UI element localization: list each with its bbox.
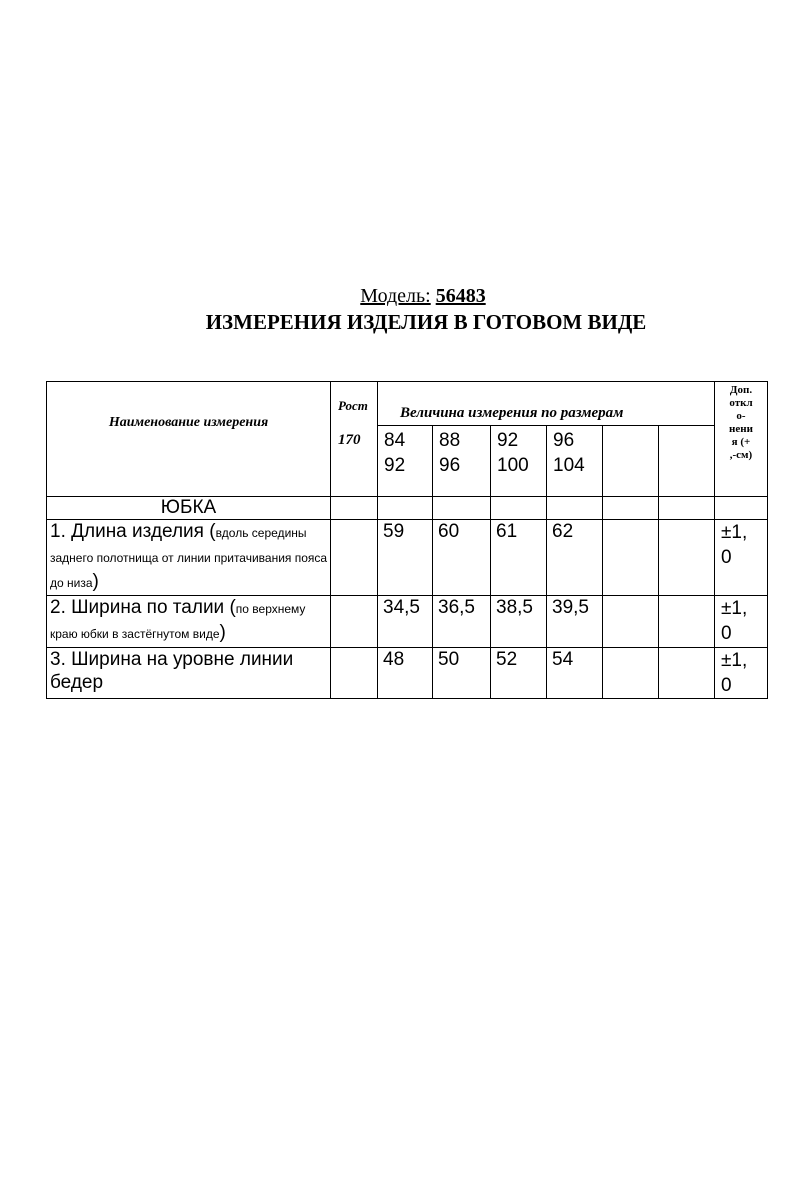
size-cell-empty xyxy=(659,426,715,497)
col-header-deviation: Доп. откл о- нени я (+ ,-см) xyxy=(715,382,768,497)
rost-value: 170 xyxy=(338,432,361,448)
value-cell: 48 xyxy=(378,648,433,699)
page-title: ИЗМЕРЕНИЯ ИЗДЕЛИЯ В ГОТОВОМ ВИДЕ xyxy=(205,310,647,334)
table-row xyxy=(47,596,768,648)
size-cell: 96 104 xyxy=(547,426,603,497)
measurements-table xyxy=(46,381,768,699)
size-cell: 92 100 xyxy=(491,426,547,497)
size-cell-empty xyxy=(603,426,659,497)
size-cell: 88 96 xyxy=(433,426,491,497)
value-cell: 62 xyxy=(547,520,603,596)
measurement-name: 2. Ширина по талии (по верхнему краю юбки в застёгнутом виде) xyxy=(47,596,331,648)
deviation-cell: ±1, 0 xyxy=(715,596,768,648)
value-cell: 36,5 xyxy=(433,596,491,648)
model-line xyxy=(23,285,800,308)
col-header-sizes: Величина измерения по размерам xyxy=(378,382,715,426)
value-cell: 39,5 xyxy=(547,596,603,648)
table-row xyxy=(47,648,768,699)
col-header-name: Наименование измерения xyxy=(47,382,331,497)
deviation-cell: ±1, 0 xyxy=(715,648,768,699)
size-cell: 84 92 xyxy=(378,426,433,497)
value-cell: 52 xyxy=(491,648,547,699)
table-row xyxy=(47,520,768,596)
model-label: Модель: xyxy=(360,285,431,307)
value-cell: 61 xyxy=(491,520,547,596)
value-cell: 54 xyxy=(547,648,603,699)
model-number: 56483 xyxy=(435,285,486,307)
section-row xyxy=(47,497,768,520)
value-cell: 38,5 xyxy=(491,596,547,648)
col-header-rost xyxy=(331,382,378,497)
value-cell: 50 xyxy=(433,648,491,699)
value-cell: 59 xyxy=(378,520,433,596)
deviation-cell: ±1, 0 xyxy=(715,520,768,596)
rost-label: Рост xyxy=(338,398,368,413)
section-label: ЮБКА xyxy=(47,497,331,520)
header-row xyxy=(47,382,768,426)
value-cell: 60 xyxy=(433,520,491,596)
measurement-name: 1. Длина изделия (вдоль середины заднего полотнища от линии притачивания пояса до низа) xyxy=(47,520,331,596)
value-cell: 34,5 xyxy=(378,596,433,648)
measurement-name: 3. Ширина на уровне линии бедер xyxy=(47,648,331,699)
